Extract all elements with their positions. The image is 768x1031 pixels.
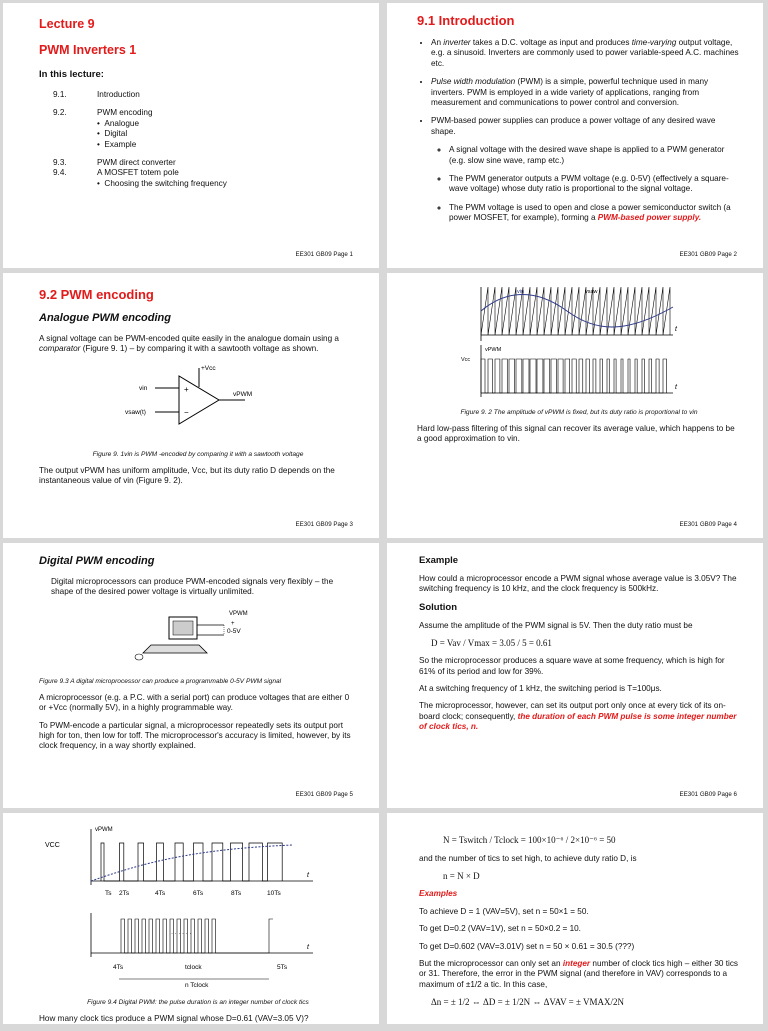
paragraph: To get D=0.2 (VAV=1V), set n = 50×0.2 = 10. xyxy=(419,924,581,934)
section-title: 9.2 PWM encoding xyxy=(39,287,154,302)
section-title: 9.1 Introduction xyxy=(417,13,515,28)
tick-label: 6Ts xyxy=(193,890,204,897)
clock-count-equation: N = Tswitch / Tclock = 100×10⁻⁶ / 2×10⁻⁶ = 50 xyxy=(443,835,616,845)
list-item: ◦ The PWM voltage is used to open and close a power semiconductor switch (a power MOSFET, for example), forming a PWM-based power supply. xyxy=(449,203,741,224)
ellipsis-label: · · · · · · xyxy=(171,931,192,937)
t-axis-label: t xyxy=(307,944,309,951)
table-of-contents xyxy=(39,90,357,189)
computer-pwm-figure xyxy=(39,605,339,667)
page-footer: EE301 GB09 Page 5 xyxy=(295,791,353,798)
vin-label: vin xyxy=(517,289,525,295)
figure-caption: Figure 9.4 Digital PWM: the pulse duration is an integer number of clock tics xyxy=(87,999,309,1006)
slide-page-6 xyxy=(387,543,763,808)
comparator-diagram xyxy=(39,362,357,440)
in-lecture-heading: In this lecture: xyxy=(39,69,104,80)
paragraph: and the number of tics to set high, to achieve duty ratio D, is xyxy=(419,854,637,863)
heading-example: Example xyxy=(419,555,459,566)
list-item: ◦ A signal voltage with the desired wave shape is applied to a PWM generator (e.g. slow sine wave, ramp etc.) xyxy=(449,145,741,166)
svg-text:+: + xyxy=(184,384,189,394)
figure-caption: Figure 9. 1vin is PWM -encoded by comparing it with a sawtooth voltage xyxy=(92,450,304,458)
paragraph: How could a microprocessor encode a PWM signal whose average value is 3.05V? The switching frequency is 10 kHz, and the clock frequency is 500kHz. xyxy=(419,574,737,594)
paragraph: But the microprocessor can only set an integer number of clock tics high – either 30 tics or 31. Therefore, the error in the PWM signal (and therefore in VAV) corresponds to a maximum of ±1/2 a tic. In this case, xyxy=(419,959,739,989)
tick-label: 4Ts xyxy=(113,964,124,971)
slide-page-2 xyxy=(387,3,763,268)
paragraph: At a switching frequency of 1 kHz, the switching period is T=100μs. xyxy=(419,684,662,694)
paragraph: The microprocessor, however, can set its output port only once at every tick of its on-board clock; consequently, the duration of each PWM pulse is some integer number of clock tics, n. xyxy=(419,701,737,732)
tics-equation: n = N × D xyxy=(443,871,480,882)
toc-item: 9.1. Introduction xyxy=(53,90,140,99)
toc-item: 9.4. A MOSFET totem pole xyxy=(53,168,179,178)
question: How many clock tics produce a PWM signal whose D=0.61 (VAV=3.05 V)? xyxy=(39,1014,309,1023)
slide-page-5 xyxy=(3,543,379,808)
bullet-list xyxy=(417,38,741,224)
page-footer: EE301 GB09 Page 3 xyxy=(295,521,353,528)
paragraph: A microprocessor (e.g. a P.C. with a serial port) can produce voltages that are either 0 or +Vcc (normally 5V), in a highly programmable way. xyxy=(39,692,350,713)
list-item: ◦ The PWM generator outputs a PWM voltage (e.g. 0-5V) (effectively a square-wave voltage) whose duty ratio is proportional to the signal voltage. xyxy=(449,174,741,195)
duty-ratio-equation: D = Vav / Vmax = 3.05 / 5 = 0.61 xyxy=(431,638,552,649)
slide-page-8 xyxy=(387,813,763,1024)
list-item: • An inverter takes a D.C. voltage as input and produces time-varying output voltage, e.g. a sinusoid. Inverters are commonly used to power variable-speed A.C. machines etc. xyxy=(431,38,741,69)
figure-caption: Figure 9. 2 The amplitude of vPWM is fixed, but its duty ratio is proportional to vin xyxy=(460,409,698,416)
tick-label: Ts xyxy=(105,890,112,897)
vpwm-label: vPWM xyxy=(233,390,253,398)
tick-label: 4Ts xyxy=(155,890,166,897)
vcc-label: Vcc xyxy=(461,357,471,363)
toc-bullet: • Digital xyxy=(97,129,128,139)
paragraph: To achieve D = 1 (VAV=5V), set n = 50×1 = 50. xyxy=(419,906,589,916)
plus-label: + xyxy=(231,620,235,627)
vpwm-label: vPWM xyxy=(95,827,113,833)
lecture-title: PWM Inverters 1 xyxy=(39,43,137,57)
toc-bullet: • Example xyxy=(97,139,137,149)
paragraph: Hard low-pass filtering of this signal can recover its average value, which happens to be a good approximation to vin. xyxy=(417,424,735,444)
voltage-range-label: 0-5V xyxy=(227,627,241,635)
tick-label: tclock xyxy=(185,964,202,971)
toc-bullet: • Analogue xyxy=(97,118,140,128)
paragraph: To PWM-encode a particular signal, a microprocessor repeatedly sets its output port high for ton, then low for toff. The microprocessor's accuracy is limited, however, by its clock frequency, in a way shortly explained. xyxy=(39,720,351,751)
subsection-title: Digital PWM encoding xyxy=(39,555,155,567)
slide-page-3 xyxy=(3,273,379,538)
tick-label: 10Ts xyxy=(267,890,281,897)
keyboard-icon xyxy=(143,645,207,653)
t-axis-label: t xyxy=(307,872,309,879)
subsection-title: Analogue PWM encoding xyxy=(39,312,171,324)
t-axis-label: t xyxy=(675,326,677,333)
slide-page-1 xyxy=(3,3,379,268)
ntclock-label: n Tclock xyxy=(185,982,209,989)
vsaw-label: vsaw(t) xyxy=(125,408,146,416)
pwm-waveform-figure xyxy=(461,283,687,403)
list-item: • PWM-based power supplies can produce a power voltage of any desired wave shape. ◦ A signal voltage with the desired wave shape is applied to a PWM generator (e.g. slow sine wave, ramp etc.) ◦ The PWM generator outputs a PWM voltage (e.g. 0-5V) (effectively a square-wave voltage) whose duty ratio is proportional to the signal voltage. ◦ The PWM voltage is used to open and close a power semiconductor switch (a power MOSFET, for example), forming a PWM-based power supply. xyxy=(431,116,741,223)
page-footer: EE301 GB09 Page 1 xyxy=(295,251,353,258)
vin-label: vin xyxy=(139,384,148,392)
paragraph: Digital microprocessors can produce PWM-encoded signals very flexibly – the shape of the desired power voltage is virtually unlimited. xyxy=(51,577,334,597)
vsaw-label: vsaw xyxy=(585,289,598,295)
tick-label: 2Ts xyxy=(119,890,130,897)
list-item: • Pulse width modulation (PWM) is a simple, powerful technique used in many inverters. PWM is employed in a wide variety of applications, ranging from measurement and communications to power control and conversion. xyxy=(431,77,741,108)
paragraph: Assume the amplitude of the PWM signal is 5V. Then the duty ratio must be xyxy=(419,620,693,630)
paragraph: So the microprocessor produces a square wave at some frequency, which is high for 61% of its period and low for 39%. xyxy=(419,656,725,676)
vpwm-label: vPWM xyxy=(485,347,502,353)
paragraph: To get D=0.602 (VAV=3.01V) set n = 50 × 0.61 = 30.5 (???) xyxy=(419,941,635,951)
paragraph: The output vPWM has uniform amplitude, Vcc, but its duty ratio D depends on the instantaneous value of vin (Figure 9. 2). xyxy=(39,465,335,486)
vcc-label: +Vcc xyxy=(201,364,216,372)
svg-text:−: − xyxy=(184,407,189,417)
figure-caption: Figure 9.3 A digital microprocessor can produce a programmable 0-5V PWM signal xyxy=(39,677,282,685)
page-footer: EE301 GB09 Page 6 xyxy=(679,791,737,798)
examples-heading: Examples xyxy=(419,889,458,899)
toc-item: 9.2. PWM encoding xyxy=(53,108,153,118)
slide-page-4 xyxy=(387,273,763,538)
slide-page-7 xyxy=(3,813,379,1024)
error-equation: Δn = ± 1/2 ⇔ ΔD = ± 1/2N ⇔ ΔVAV = ± VMAX/2N xyxy=(431,997,625,1008)
page-footer: EE301 GB09 Page 4 xyxy=(679,521,737,528)
vpwm-label: VPWM xyxy=(229,610,248,617)
toc-item: 9.3. PWM direct converter xyxy=(53,158,176,168)
paragraph: A signal voltage can be PWM-encoded quite easily in the analogue domain using a comparator (Figure 9. 1) – by comparing it with a sawtooth voltage as shown. xyxy=(39,334,339,354)
lecture-number: Lecture 9 xyxy=(39,17,95,31)
tick-label: 8Ts xyxy=(231,890,242,897)
tick-label: 5Ts xyxy=(277,964,288,971)
vcc-label: VCC xyxy=(45,842,60,849)
heading-solution: Solution xyxy=(419,601,457,613)
page-footer: EE301 GB09 Page 2 xyxy=(679,251,737,258)
toc-bullet: • Choosing the switching frequency xyxy=(97,178,227,188)
digital-pwm-figure xyxy=(43,823,333,993)
t-axis-label: t xyxy=(675,384,677,391)
mouse-icon xyxy=(135,654,143,660)
